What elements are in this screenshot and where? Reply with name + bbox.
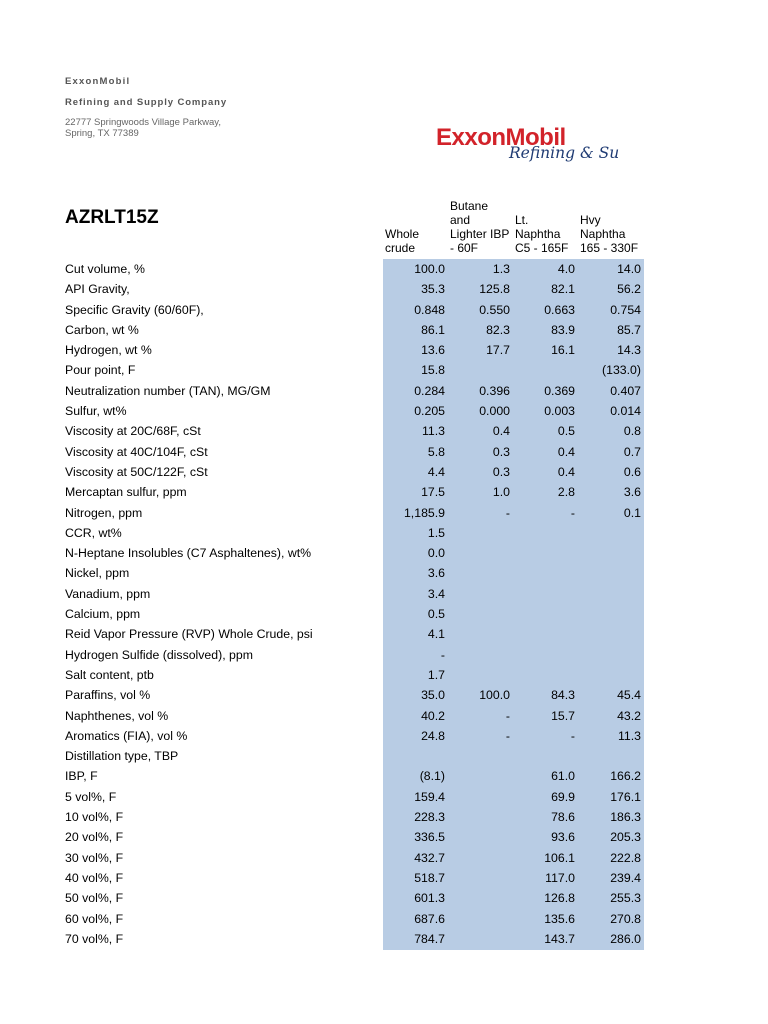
table-row bbox=[0, 807, 768, 827]
cell-value: 106.1 bbox=[544, 850, 575, 865]
cell-value: 83.9 bbox=[551, 322, 575, 337]
table-row bbox=[0, 381, 768, 401]
column-header-lt-naphtha: Lt. Naphtha C5 - 165F bbox=[515, 213, 569, 255]
row-label: 30 vol%, F bbox=[65, 850, 124, 865]
row-label: 60 vol%, F bbox=[65, 911, 124, 926]
logo-subtitle: Refining & Su bbox=[509, 144, 620, 162]
row-label: N-Heptane Insolubles (C7 Asphaltenes), wt% bbox=[65, 546, 312, 561]
row-label: Hydrogen, wt % bbox=[65, 343, 152, 358]
table-row bbox=[0, 320, 768, 340]
cell-value: 1.3 bbox=[492, 262, 510, 276]
cell-value: 3.6 bbox=[427, 566, 445, 581]
row-label: Viscosity at 40C/104F, cSt bbox=[65, 444, 208, 459]
row-label: Reid Vapor Pressure (RVP) Whole Crude, psi bbox=[65, 627, 313, 642]
row-label: Calcium, ppm bbox=[65, 607, 141, 622]
cell-value: 117.0 bbox=[545, 870, 575, 885]
cell-value: 45.4 bbox=[617, 688, 641, 703]
cell-value: 100.0 bbox=[414, 262, 445, 276]
cell-value: 432.7 bbox=[414, 850, 445, 865]
cell-value: 159.4 bbox=[414, 789, 445, 804]
cell-value: 186.3 bbox=[610, 810, 641, 825]
row-label: 40 vol%, F bbox=[65, 870, 124, 885]
table-row bbox=[0, 726, 768, 746]
cell-value: 0.550 bbox=[479, 302, 510, 317]
cell-value: 135.6 bbox=[544, 911, 575, 926]
row-label: Neutralization number (TAN), MG/GM bbox=[65, 383, 271, 398]
cell-value: 100.0 bbox=[479, 688, 510, 703]
cell-value: 93.6 bbox=[551, 830, 575, 845]
table-row bbox=[0, 421, 768, 441]
cell-value: 125.8 bbox=[479, 282, 510, 297]
cell-value: 4.1 bbox=[427, 627, 445, 642]
cell-value: 1.5 bbox=[427, 525, 445, 540]
cell-value: 11.3 bbox=[617, 728, 641, 743]
cell-value: 3.6 bbox=[623, 485, 641, 500]
cell-value: 255.3 bbox=[610, 891, 641, 906]
table-row bbox=[0, 645, 768, 665]
cell-value: 4.4 bbox=[427, 464, 445, 479]
crude-code-title: AZRLT15Z bbox=[65, 207, 159, 228]
row-label: Naphthenes, vol % bbox=[65, 708, 169, 723]
cell-value: 0.663 bbox=[544, 302, 575, 317]
cell-value: 1,185.9 bbox=[403, 505, 445, 520]
cell-value: 0.205 bbox=[414, 404, 445, 419]
table-row bbox=[0, 685, 768, 705]
cell-value: - bbox=[505, 728, 510, 743]
table-row bbox=[0, 665, 768, 685]
cell-value: 0.407 bbox=[610, 383, 641, 398]
table-row bbox=[0, 868, 768, 888]
table-row bbox=[0, 462, 768, 482]
cell-value: 16.1 bbox=[551, 343, 575, 358]
cell-value: 270.8 bbox=[610, 911, 641, 926]
cell-value: 601.3 bbox=[414, 891, 445, 906]
cell-value: 0.3 bbox=[492, 464, 510, 479]
cell-value: 69.9 bbox=[551, 789, 575, 804]
cell-value: 82.1 bbox=[551, 282, 575, 297]
cell-value: 0.4 bbox=[492, 424, 510, 439]
cell-value: 14.3 bbox=[617, 343, 641, 358]
table-row bbox=[0, 340, 768, 360]
cell-value: - bbox=[440, 647, 445, 662]
cell-value: 205.3 bbox=[610, 830, 641, 845]
row-label: Sulfur, wt% bbox=[65, 404, 127, 419]
cell-value: 0.396 bbox=[479, 383, 510, 398]
table-row bbox=[0, 523, 768, 543]
cell-value: 126.8 bbox=[544, 891, 575, 906]
cell-value: 1.0 bbox=[492, 485, 510, 500]
table-row bbox=[0, 543, 768, 563]
table-row bbox=[0, 929, 768, 949]
row-label: API Gravity, bbox=[65, 282, 130, 297]
table-row bbox=[0, 300, 768, 320]
cell-value: 24.8 bbox=[421, 728, 445, 743]
cell-value: 228.3 bbox=[414, 810, 445, 825]
cell-value: 61.0 bbox=[551, 769, 575, 784]
cell-value: 0.5 bbox=[557, 424, 575, 439]
cell-value: 17.7 bbox=[486, 343, 510, 358]
exxonmobil-logo: ExxonMobil bbox=[436, 124, 566, 151]
cell-value: 143.7 bbox=[544, 931, 575, 946]
row-label: Pour point, F bbox=[65, 363, 136, 378]
cell-value: 336.5 bbox=[414, 830, 445, 845]
cell-value: 0.754 bbox=[610, 302, 641, 317]
cell-value: 13.6 bbox=[421, 343, 445, 358]
column-header-whole-crude: Whole crude bbox=[385, 227, 420, 255]
table-row bbox=[0, 442, 768, 462]
cell-value: 784.7 bbox=[414, 931, 445, 946]
cell-value: 0.369 bbox=[544, 383, 575, 398]
cell-value: 0.4 bbox=[557, 464, 575, 479]
cell-value: 0.5 bbox=[427, 607, 445, 622]
row-label: Vanadium, ppm bbox=[65, 586, 151, 601]
row-label: 10 vol%, F bbox=[65, 810, 124, 825]
table-row bbox=[0, 888, 768, 908]
row-label: CCR, wt% bbox=[65, 525, 122, 540]
table-row bbox=[0, 787, 768, 807]
row-label: Viscosity at 50C/122F, cSt bbox=[65, 464, 208, 479]
cell-value: 85.7 bbox=[617, 322, 641, 337]
column-header-hvy-naphtha: Hvy Naphtha 165 - 330F bbox=[580, 213, 639, 255]
row-label: Aromatics (FIA), vol % bbox=[65, 728, 188, 743]
address-line-2: Spring, TX 77389 bbox=[65, 128, 139, 139]
cell-value: 176.1 bbox=[610, 789, 641, 804]
cell-value: 2.8 bbox=[557, 485, 575, 500]
table-row bbox=[0, 279, 768, 299]
cell-value: 0.8 bbox=[623, 424, 641, 439]
table-row bbox=[0, 401, 768, 421]
table-row bbox=[0, 584, 768, 604]
cell-value: (8.1) bbox=[419, 769, 445, 784]
cell-value: 86.1 bbox=[421, 322, 445, 337]
cell-value: 239.4 bbox=[610, 870, 641, 885]
row-label: Paraffins, vol % bbox=[65, 688, 151, 703]
row-label: Distillation type, TBP bbox=[65, 749, 179, 764]
table-row bbox=[0, 766, 768, 786]
cell-value: 0.000 bbox=[479, 404, 510, 419]
row-label: 70 vol%, F bbox=[65, 931, 124, 946]
row-label: Hydrogen Sulfide (dissolved), ppm bbox=[65, 647, 253, 662]
table-row bbox=[0, 827, 768, 847]
table-row bbox=[0, 259, 768, 279]
cell-value: - bbox=[570, 505, 575, 520]
company-name: ExxonMobil bbox=[65, 76, 131, 87]
cell-value: 0.6 bbox=[623, 464, 641, 479]
address-line-1: 22777 Springwoods Village Parkway, bbox=[65, 117, 221, 128]
cell-value: 84.3 bbox=[551, 688, 575, 703]
table-row bbox=[0, 706, 768, 726]
row-label: 5 vol%, F bbox=[65, 789, 117, 804]
cell-value: - bbox=[505, 505, 510, 520]
assay-table bbox=[0, 259, 768, 949]
table-row bbox=[0, 360, 768, 380]
cell-value: 687.6 bbox=[414, 911, 445, 926]
cell-value: - bbox=[570, 728, 575, 743]
row-label: Carbon, wt % bbox=[65, 322, 139, 337]
table-row bbox=[0, 482, 768, 502]
table-row bbox=[0, 746, 768, 766]
cell-value: 17.5 bbox=[421, 485, 445, 500]
cell-value: 0.284 bbox=[414, 383, 445, 398]
cell-value: 0.848 bbox=[414, 302, 445, 317]
cell-value: 43.2 bbox=[617, 708, 641, 723]
cell-value: 15.7 bbox=[551, 708, 575, 723]
row-label: Cut volume, % bbox=[65, 262, 145, 276]
table-row bbox=[0, 909, 768, 929]
cell-value: 3.4 bbox=[427, 586, 445, 601]
cell-value: 15.8 bbox=[421, 363, 445, 378]
cell-value: 222.8 bbox=[610, 850, 641, 865]
cell-value: - bbox=[505, 708, 510, 723]
cell-value: (133.0) bbox=[602, 363, 641, 378]
table-row bbox=[0, 604, 768, 624]
table-row bbox=[0, 503, 768, 523]
table-row bbox=[0, 848, 768, 868]
row-label: 20 vol%, F bbox=[65, 830, 124, 845]
cell-value: 518.7 bbox=[414, 870, 445, 885]
cell-value: 5.8 bbox=[427, 444, 445, 459]
cell-value: 40.2 bbox=[421, 708, 445, 723]
cell-value: 4.0 bbox=[557, 262, 575, 276]
cell-value: 56.2 bbox=[617, 282, 641, 297]
row-label: Mercaptan sulfur, ppm bbox=[65, 485, 187, 500]
cell-value: 35.3 bbox=[421, 282, 445, 297]
cell-value: 0.0 bbox=[427, 546, 445, 561]
cell-value: 286.0 bbox=[610, 931, 641, 946]
cell-value: 78.6 bbox=[551, 810, 575, 825]
column-header-butane: Butane and Lighter IBP - 60F bbox=[450, 199, 510, 255]
cell-value: 0.4 bbox=[557, 444, 575, 459]
cell-value: 0.003 bbox=[544, 404, 575, 419]
row-label: 50 vol%, F bbox=[65, 891, 124, 906]
table-row bbox=[0, 563, 768, 583]
cell-value: 0.7 bbox=[623, 444, 641, 459]
cell-value: 35.0 bbox=[421, 688, 445, 703]
cell-value: 0.1 bbox=[623, 505, 641, 520]
row-label: IBP, F bbox=[65, 769, 98, 784]
cell-value: 0.014 bbox=[610, 404, 641, 419]
company-division: Refining and Supply Company bbox=[65, 97, 228, 108]
cell-value: 1.7 bbox=[427, 667, 445, 682]
row-label: Nickel, ppm bbox=[65, 566, 130, 581]
row-label: Specific Gravity (60/60F), bbox=[65, 302, 204, 317]
row-label: Salt content, ptb bbox=[65, 667, 154, 682]
row-label: Nitrogen, ppm bbox=[65, 505, 143, 520]
cell-value: 0.3 bbox=[492, 444, 510, 459]
cell-value: 82.3 bbox=[486, 322, 510, 337]
cell-value: 11.3 bbox=[421, 424, 445, 439]
row-label: Viscosity at 20C/68F, cSt bbox=[65, 424, 201, 439]
table-row bbox=[0, 624, 768, 644]
cell-value: 14.0 bbox=[617, 262, 641, 276]
cell-value: 166.2 bbox=[610, 769, 641, 784]
